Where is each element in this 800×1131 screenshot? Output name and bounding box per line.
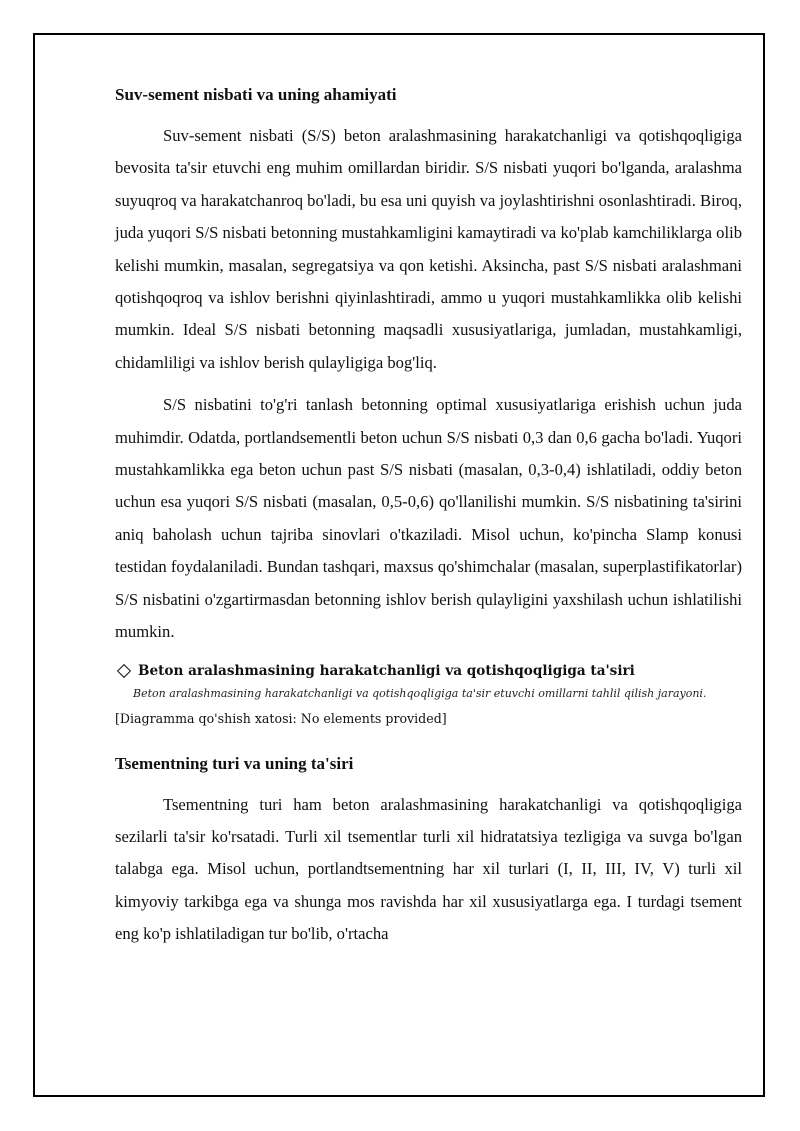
paragraph: Tsementning turi ham beton aralashmasining harakatchanligi va qotishqoqligiga sezilarli ta'sir ko'rsatadi. Turli xil tsementlar turli xil hidratatsiya tezligiga va suvga bo'lgan talabga ega. Misol uchun, portlandtsementning har xil turlari (I, II, III, IV, V) turli xil kimyoviy tarkibga ega va shunga mos ravishda har xil xususiyatlarga ega. I turdagi tsement eng ko'p ishlatiladigan tur bo'lib, o'rtacha [115,794,742,944]
paragraph: Suv-sement nisbati (S/S) beton aralashmasining harakatchanligi va qotishqoqligiga bevosita ta'sir etuvchi eng muhim omillardan biridir. S/S nisbati yuqori bo'lganda, aralashma suyuqroq va harakatchanroq bo'ladi, bu esa uni quyish va joylashtirishni osonlashtiradi. Biroq, juda yuqori S/S nisbati betonning mustahkamligini kamaytiradi va ko'plab kamchiliklarga olib kelishi mumkin, masalan, segregatsiya va qon ketishi. Aksincha, past S/S nisbati aralashmani qotishqoqroq va ishlov berishni qiyinlashtiradi, ammo u yuqori mustahkamlikka olib kelishi mumkin. Ideal S/S nisbati betonning maqsadli xususiyatlariga, jumladan, mustahkamligi, chidamliligi va ishlov berish qulayligiga bog'liq. [115,126,742,372]
diagram-title-text: Beton aralashmasining harakatchanligi va qotishqoqligiga ta'siri [138,662,635,679]
diamond-icon [117,663,131,677]
diagram-caption: Beton aralashmasining harakatchanligi va qotishqoqligiga ta'sir etuvchi omillarni tahlil qilish jarayoni. [133,686,707,700]
paragraph: S/S nisbatini to'g'ri tanlash betonning optimal xususiyatlariga erishish uchun juda muhimdir. Odatda, portlandsementli beton uchun S/S nisbati 0,3 dan 0,6 gacha bo'ladi. Yuqori mustahkamlikka ega beton uchun past S/S nisbati (masalan, 0,3-0,4) ishlatiladi, oddiy beton uchun esa yuqori S/S nisbati (masalan, 0,5-0,6) qo'llanilishi mumkin. S/S nisbatining ta'sirini aniq baholash uchun tajriba sinovlari o'tkaziladi. Misol uchun, ko'pincha Slamp konusi testidan foydalaniladi. Bundan tashqari, maxsus qo'shimchalar (masalan, superplastifikatorlar) S/S nisbatini o'zgartirmasdan betonning ishlov berish qulayligini yaxshilash uchun ishlatilishi mumkin. [115,395,742,642]
diagram-block [115,661,742,729]
diagram-error-message: [Diagramma qo'shish xatosi: No elements provided] [115,710,447,726]
document-body [115,84,742,961]
section-heading-cement-type: Tsementning turi va uning ta'siri [115,753,354,773]
diagram-title [115,661,742,681]
section-heading-water-cement: Suv-sement nisbati va uning ahamiyati [115,85,397,104]
